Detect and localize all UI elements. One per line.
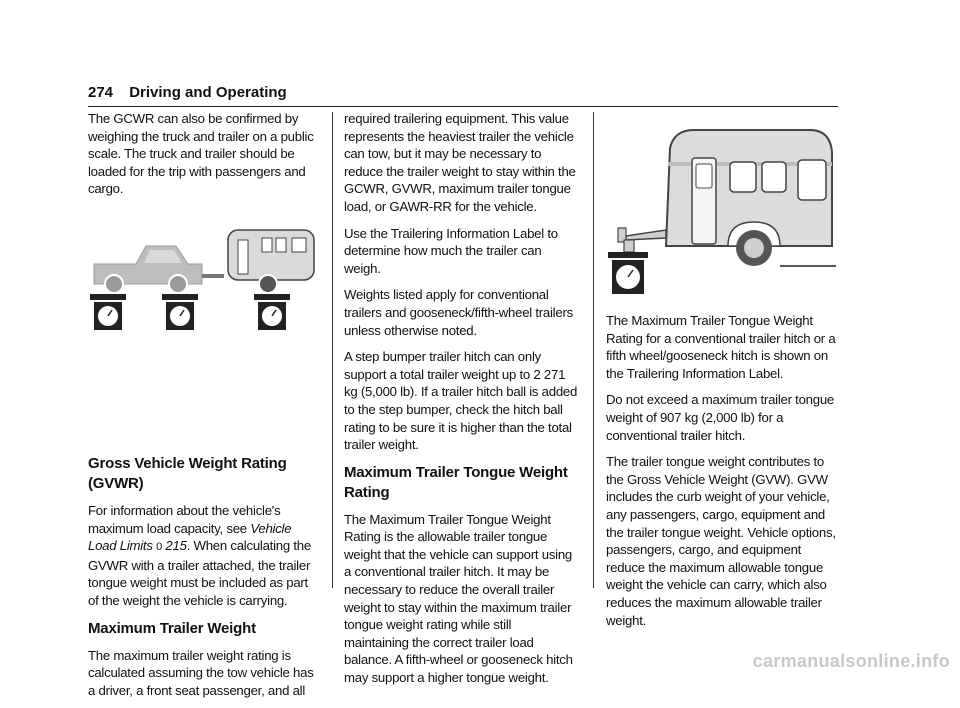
tongue-weight-scale-illustration bbox=[604, 122, 840, 312]
gvw-paragraph: The trailer tongue weight contributes to the Gross Vehicle Weight (GVW). GVW includes the curb weight of your vehicle, any passengers, cargo, equipment and the trailer tongue weight. Vehicle options, passengers, cargo, and equipment reduce the maximum allowable tongue weight the vehicle can carry, which also reduces the maximum allowable trailer weight. bbox=[606, 454, 836, 628]
gcwr-paragraph: The GCWR can also be confirmed by weighing the truck and trailer on a public scale. The truck and trailer should be loaded for the trip with passengers and cargo. bbox=[88, 111, 314, 197]
weights-listed-paragraph: Weights listed apply for conventional trailers and gooseneck/fifth-wheel trailers unless otherwise noted. bbox=[344, 287, 573, 338]
trailer-tongue-on-scale-icon bbox=[604, 122, 840, 302]
page-header bbox=[88, 82, 838, 107]
step-bumper-paragraph: A step bumper trailer hitch can only support a total trailer weight up to 2 271 kg (5,000 lb). If a trailer hitch ball is added to the step bumper, check the hitch ball rating to be sure it is higher than the total trailer weight. bbox=[344, 349, 578, 453]
do-not-exceed-paragraph: Do not exceed a maximum trailer tongue weight of 907 kg (2,000 lb) for a conventional trailer hitch. bbox=[606, 392, 834, 443]
max-trailer-weight-paragraph: The maximum trailer weight rating is calculated assuming the tow vehicle has a driver, a front seat passenger, and all bbox=[88, 647, 314, 698]
tongue-weight-rating-paragraph: The Maximum Trailer Tongue Weight Rating is the allowable trailer tongue weight that the vehicle can support using a conventional trailer hitch. It may be necessary to reduce the overall trailer weight to stay within the maximum trailer tongue weight rating while still maintaining the correct trailer load balance. A fifth-wheel or gooseneck hitch may support a higher tongue weight. bbox=[344, 511, 573, 686]
page-reference-icon: 0 bbox=[156, 541, 162, 554]
page-number: 274 bbox=[88, 84, 114, 101]
truck-trailer-scale-illustration bbox=[88, 224, 320, 454]
trailering-equipment-paragraph: required trailering equipment. This value represents the heaviest trailer the vehicle can tow, but it may be necessary to reduce the trailer weight to stay within the GCWR, GVWR, maximum trailer tongue load, or GAWR-RR for the vehicle. bbox=[344, 111, 576, 214]
section-title: Driving and Operating bbox=[129, 84, 287, 101]
max-trailer-weight-heading: Maximum Trailer Weight bbox=[88, 619, 256, 637]
column-1 bbox=[88, 110, 320, 708]
watermark: carmanualsonline.info bbox=[752, 651, 950, 671]
column-divider-1 bbox=[332, 112, 333, 588]
column-2 bbox=[344, 110, 578, 696]
label-location-paragraph: The Maximum Trailer Tongue Weight Rating for a conventional trailer hitch or a fifth wheel/gooseneck hitch is shown on the Trailering Information Label. bbox=[606, 313, 836, 381]
column-divider-2 bbox=[593, 112, 594, 588]
column-3 bbox=[606, 110, 840, 638]
trailering-label-paragraph: Use the Trailering Information Label to determine how much the trailer can weigh. bbox=[344, 225, 558, 276]
tongue-weight-rating-heading: Maximum Trailer Tongue Weight Rating bbox=[344, 463, 568, 501]
vehicle-load-limits-link[interactable]: Vehicle Load Limits 0 215 bbox=[88, 520, 292, 554]
gvwr-heading: Gross Vehicle Weight Rating (GVWR) bbox=[88, 454, 287, 492]
truck-and-trailer-on-scales-icon bbox=[88, 224, 320, 344]
gvwr-paragraph: For information about the vehicle's maximum load capacity, see Vehicle Load Limits 0 215. When calculating the GVWR with a trailer attached, the trailer tongue weight must be included as part of the weight the vehicle is carrying. bbox=[88, 502, 311, 608]
